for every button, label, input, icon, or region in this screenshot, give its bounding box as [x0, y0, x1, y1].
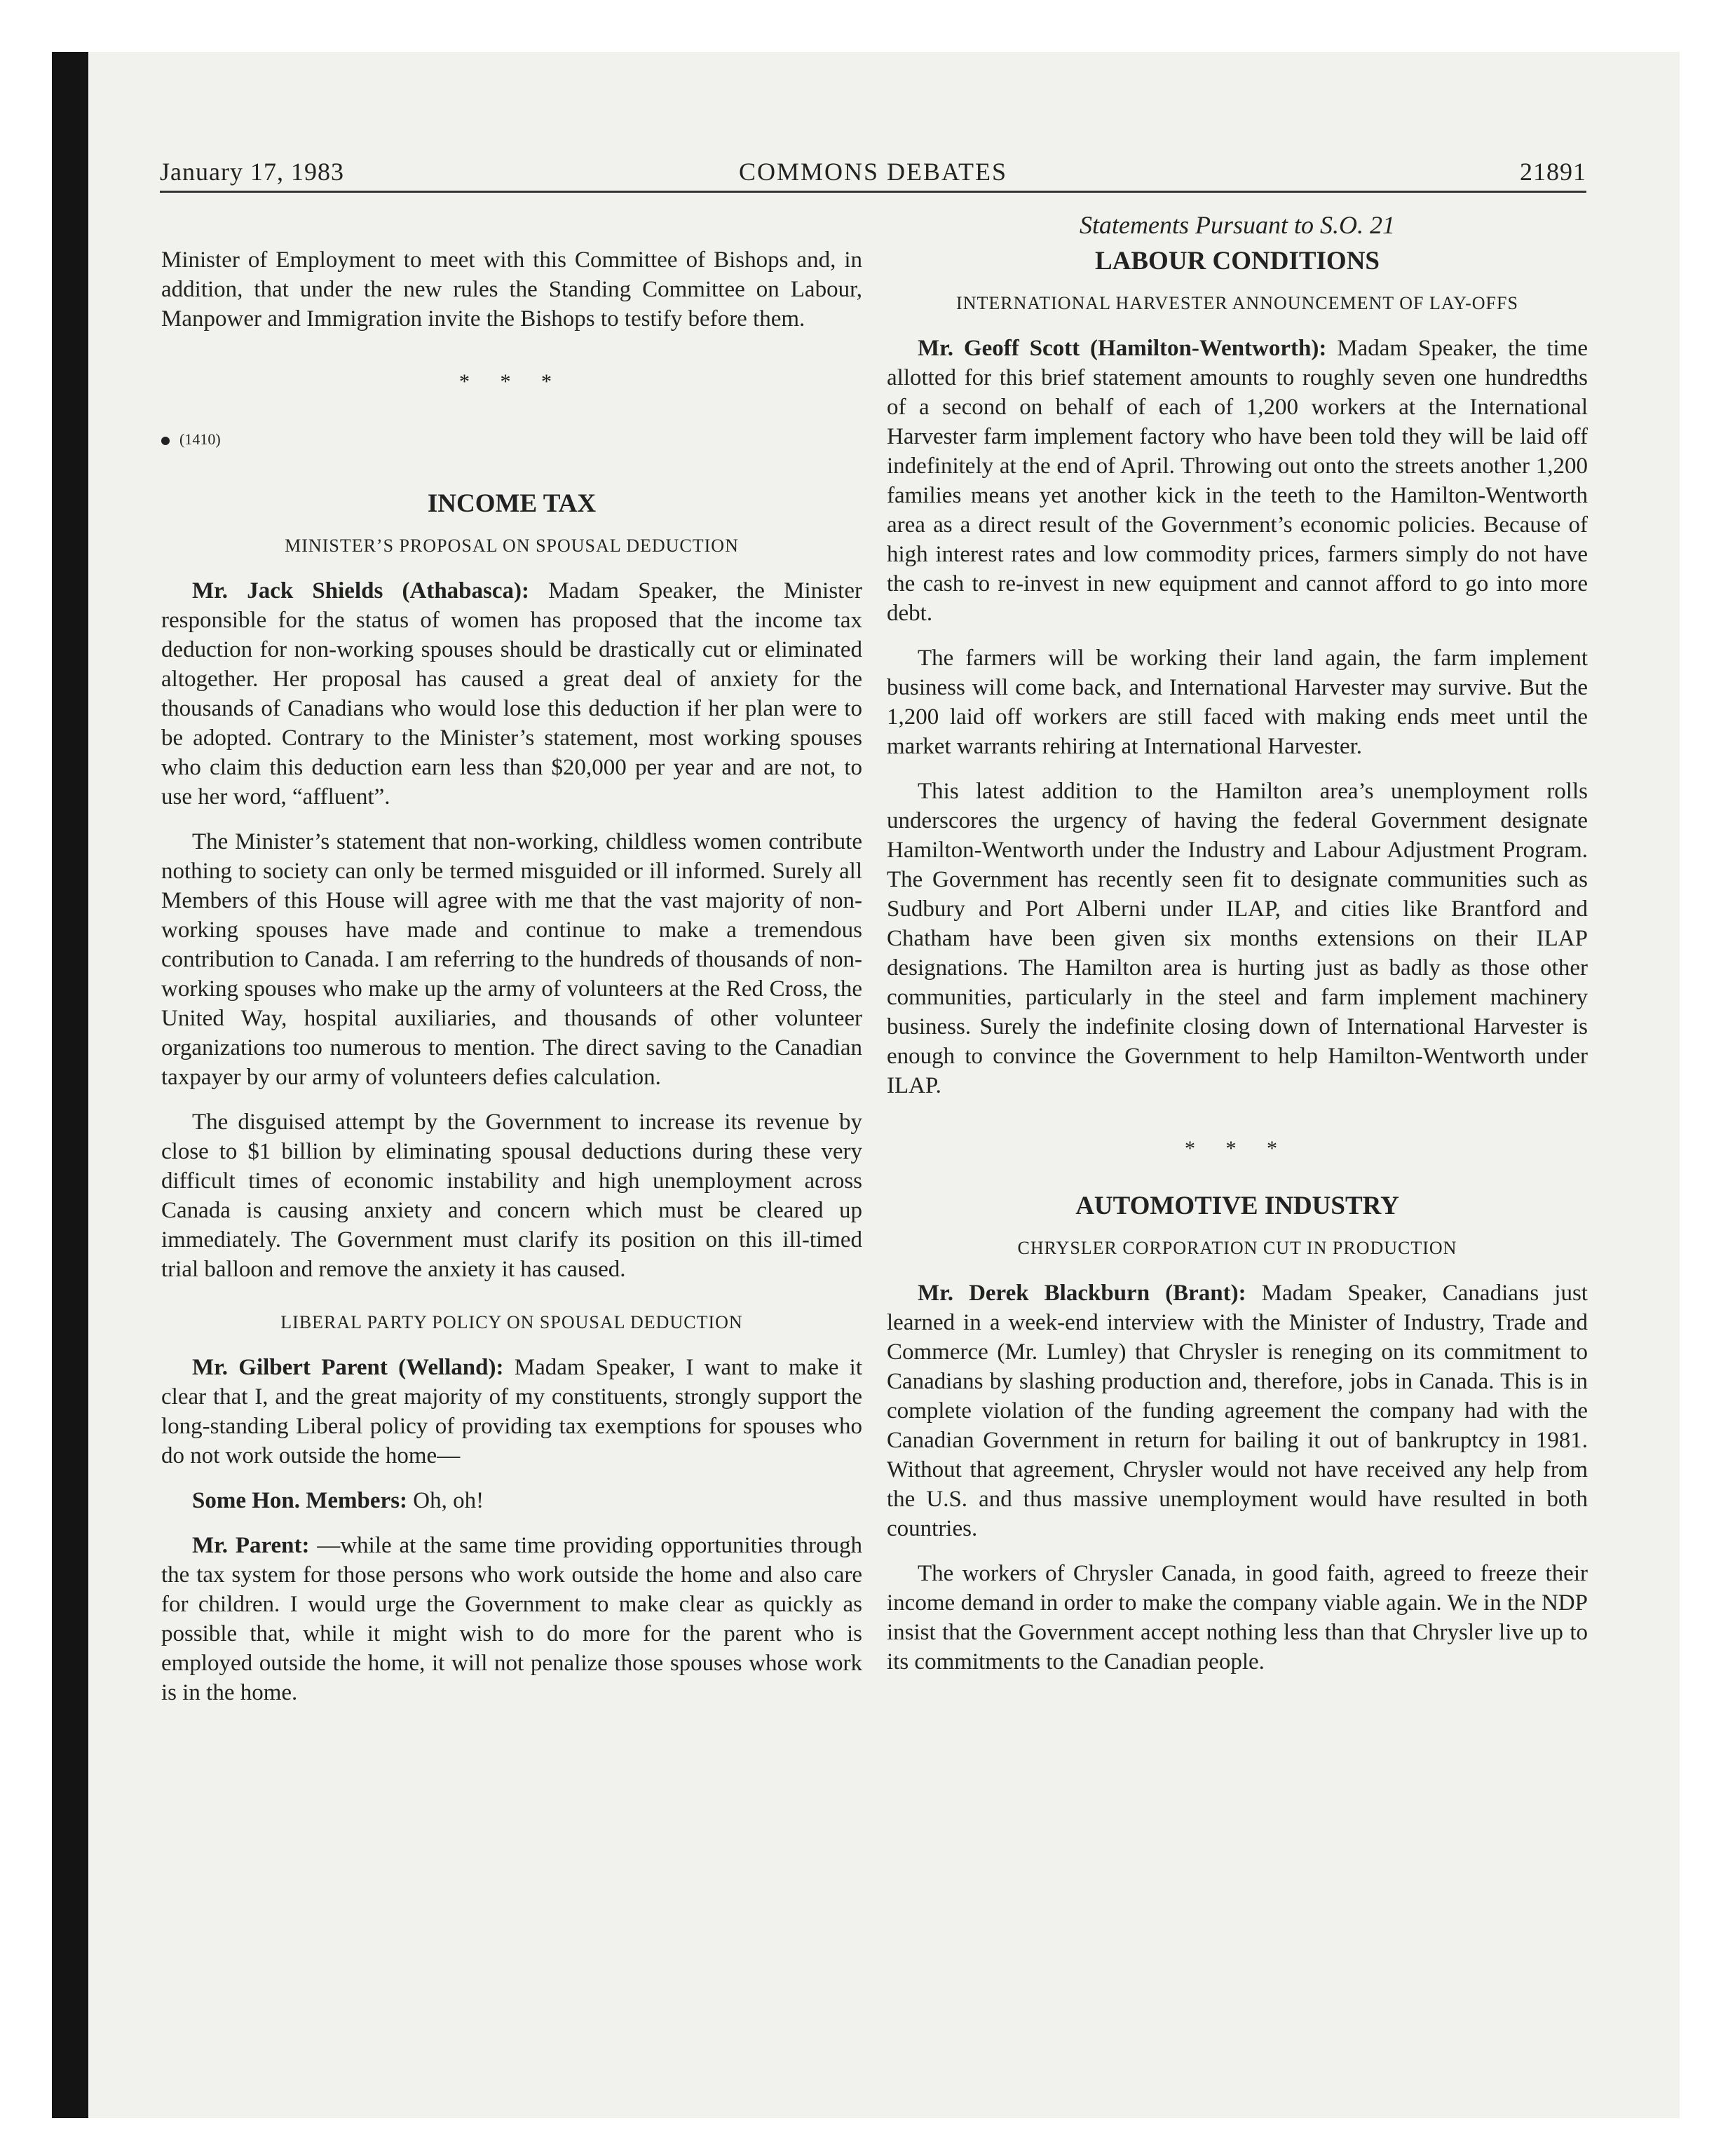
speech-text: Oh, oh! — [407, 1488, 484, 1513]
right-column — [887, 210, 1588, 1692]
speech-text: —while at the same time providing opportunities through the tax system for those persons who work outside the home and also care for children. I would urge the Government to make clear as quickly as possible that, while it might wish to do more for the parent who is employed outside the home, it will not penalize those spouses whose work is in the home. — [161, 1533, 862, 1705]
speech-text: Madam Speaker, Canadians just learned in a week-end interview with the Minister of Industry, Trade and Commerce (Mr. Lumley) that Chrysler is reneging on its commitment to Canadians by slashing production and, therefore, jobs in Canada. This is in complete violation of the funding agreement the company had with the Canadian Government in return for bailing it out of bankruptcy in 1981. Without that agreement, Chrysler would not have received any help from the U.S. and thus massive unemployment would have resulted in both countries. — [887, 1281, 1588, 1541]
speech-paragraph — [887, 334, 1588, 628]
speech-paragraph: This latest addition to the Hamilton area’s unemployment rolls underscores the urgency of having the federal Government designate Hamilton-Wentworth under the Industry and Labour Adjustment Program. The Government has recently seen fit to designate communities such as Sudbury and Port Alberni under ILAP, and cities like Brantford and Chatham have been given six months extensions on their ILAP designations. The Hamilton area is hurting just as badly as those other communities, particularly in the steel and farm implement machinery business. Surely the indefinite closing down of International Harvester is enough to convince the Government to help Hamilton-Wentworth under ILAP. — [887, 779, 1588, 1098]
header-date: January 17, 1983 — [160, 158, 344, 186]
running-header — [160, 149, 1586, 193]
section-separator: * * * — [459, 370, 564, 393]
bullet-icon — [161, 437, 170, 445]
speech-paragraph: The farmers will be working their land again, the farm implement business will come back, and International Harvester may survive. But the 1,200 laid off workers are still faced with making ends meet until the market warrants rehiring at International Harvester. — [887, 646, 1588, 759]
speech-paragraph: The disguised attempt by the Government to increase its revenue by close to $1 billion by eliminating spousal deductions during these very difficult times of economic instability and high unemployment across Canada is causing anxiety and concern which must be cleared up immediately. The Government must clarify its position on this ill-timed trial balloon and remove the anxiety it has caused. — [161, 1110, 862, 1282]
subheading: LIBERAL PARTY POLICY ON SPOUSAL DEDUCTION — [280, 1312, 743, 1332]
scan-border — [52, 52, 88, 2118]
left-column — [161, 245, 862, 1723]
speaker-name: Mr. Jack Shields (Athabasca): — [192, 578, 529, 603]
speech-paragraph: The Minister’s statement that non-working, childless women contribute nothing to society can only be termed misguided or ill informed. Surely all Members of this House will agree with me that the vast majority of non-working spouses have made and continue to make a tremendous contribution to Canada. I am referring to the hundreds of thousands of non-working spouses who make up the army of volunteers at the Red Cross, the United Way, hospital auxiliaries, and thousands of other volunteer organizations too numerous to mention. The direct saving to the Canadian taxpayer by our army of volunteers defies calculation. — [161, 829, 862, 1090]
time-marker-label: (1410) — [179, 430, 221, 448]
subject-heading: INCOME TAX — [427, 489, 597, 518]
speaker-name: Mr. Derek Blackburn (Brant): — [918, 1281, 1246, 1306]
subheading: CHRYSLER CORPORATION CUT IN PRODUCTION — [1017, 1238, 1457, 1258]
speaker-name: Mr. Parent: — [192, 1533, 310, 1558]
speech-paragraph — [887, 1278, 1588, 1543]
speech-text: Madam Speaker, the time allotted for this brief statement amounts to roughly seven one hundredths of a second on behalf of each of 1,200 workers at the International Harvester farm implement factory who have been told they will be laid off indefinitely at the end of April. Throwing out onto the streets another 1,200 families means yet another kick in the teeth to the Hamilton-Wentworth area as a direct result of the Government’s economic policies. Because of high interest rates and low commodity prices, farmers simply do not have the cash to re-invest in new equipment and cannot afford to go into more debt. — [887, 336, 1588, 626]
subject-heading: LABOUR CONDITIONS — [1094, 247, 1380, 275]
section-separator: * * * — [1185, 1137, 1290, 1160]
speech-text: Madam Speaker, I want to make it clear that I, and the great majority of my constituents, strongly support the long-standing Liberal policy of providing tax exemptions for spouses who do not work outside the home— — [161, 1355, 862, 1468]
interjection — [161, 1486, 862, 1515]
speaker-name: Some Hon. Members: — [192, 1488, 408, 1513]
speech-paragraph — [161, 1353, 862, 1471]
speaker-name: Mr. Geoff Scott (Hamilton-Wentworth): — [918, 336, 1327, 361]
speech-paragraph — [161, 1531, 862, 1707]
paragraph: Minister of Employment to meet with this Committee of Bishops and, in addition, that under the new rules the Standing Committee on Labour, Manpower and Immigration invite the Bishops to testify before them. — [161, 247, 862, 332]
subheading: INTERNATIONAL HARVESTER ANNOUNCEMENT OF LAY-OFFS — [956, 293, 1518, 313]
subheading: MINISTER’S PROPOSAL ON SPOUSAL DEDUCTION — [285, 535, 739, 556]
time-marker — [161, 425, 862, 454]
speaker-name: Mr. Gilbert Parent (Welland): — [192, 1355, 504, 1380]
subject-heading: AUTOMOTIVE INDUSTRY — [1075, 1192, 1399, 1220]
header-title: COMMONS DEBATES — [738, 158, 1008, 186]
section-rubric: Statements Pursuant to S.O. 21 — [1080, 211, 1395, 239]
header-page-number: 21891 — [1520, 158, 1586, 186]
speech-paragraph — [161, 576, 862, 812]
speech-paragraph: The workers of Chrysler Canada, in good faith, agreed to freeze their income demand in order to make the company viable again. We in the NDP insist that the Government accept nothing less than that Chrysler live up to its commitments to the Canadian people. — [887, 1561, 1588, 1674]
speech-text: Madam Speaker, the Minister responsible for the status of women has proposed that the income tax deduction for non-working spouses should be drastically cut or eliminated altogether. Her proposal has caused a great deal of anxiety for the thousands of Canadians who would lose this deduction if her plan were to be adopted. Contrary to the Minister’s statement, most working spouses who claim this deduction earn less than $20,000 per year and are not, to use her word, “affluent”. — [161, 578, 862, 810]
